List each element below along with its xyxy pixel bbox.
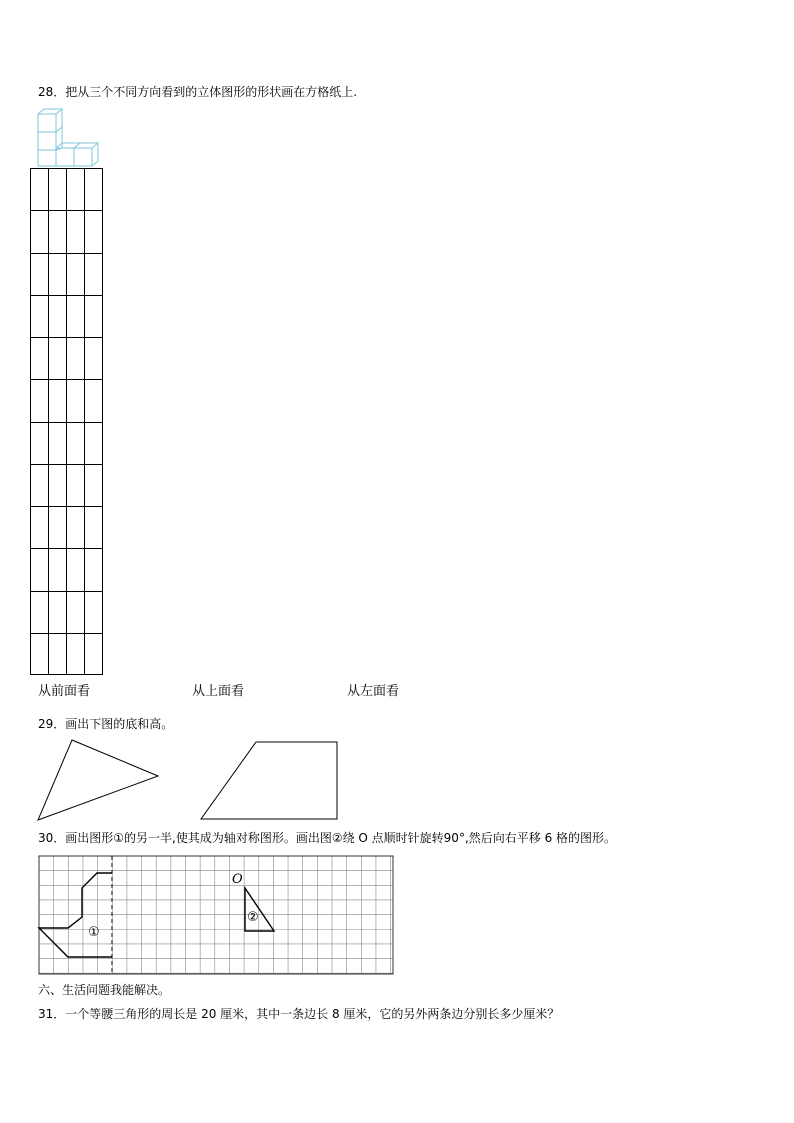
cube-figure (34, 108, 104, 168)
point-o-label: O (232, 872, 243, 887)
figure-2-label: ② (247, 910, 259, 925)
q30-grid[interactable] (38, 855, 394, 975)
q30-prompt: 30．画出图形①的另一半,使其成为轴对称图形。画出图②绕 O 点顺时针旋转90°,然后向右平移 6 格的图形。 (38, 831, 617, 845)
drawing-grid[interactable] (30, 168, 104, 676)
section6-heading: 六、生活问题我能解决。 (38, 983, 171, 997)
q29-prompt: 29．画出下图的底和高。 (38, 717, 174, 731)
figure-1-label: ① (88, 925, 100, 940)
q28-prompt: 28．把从三个不同方向看到的立体图形的形状画在方格纸上. (38, 85, 358, 99)
view-label-top: 从上面看 (192, 684, 245, 699)
view-label-left: 从左面看 (347, 684, 400, 699)
trapezoid-figure (198, 740, 343, 825)
q31-prompt: 31．一个等腰三角形的周长是 20 厘米，其中一条边长 8 厘米，它的另外两条边分别长多少厘米？ (38, 1007, 560, 1021)
view-label-front: 从前面看 (38, 684, 91, 699)
triangle-figure (36, 736, 166, 826)
